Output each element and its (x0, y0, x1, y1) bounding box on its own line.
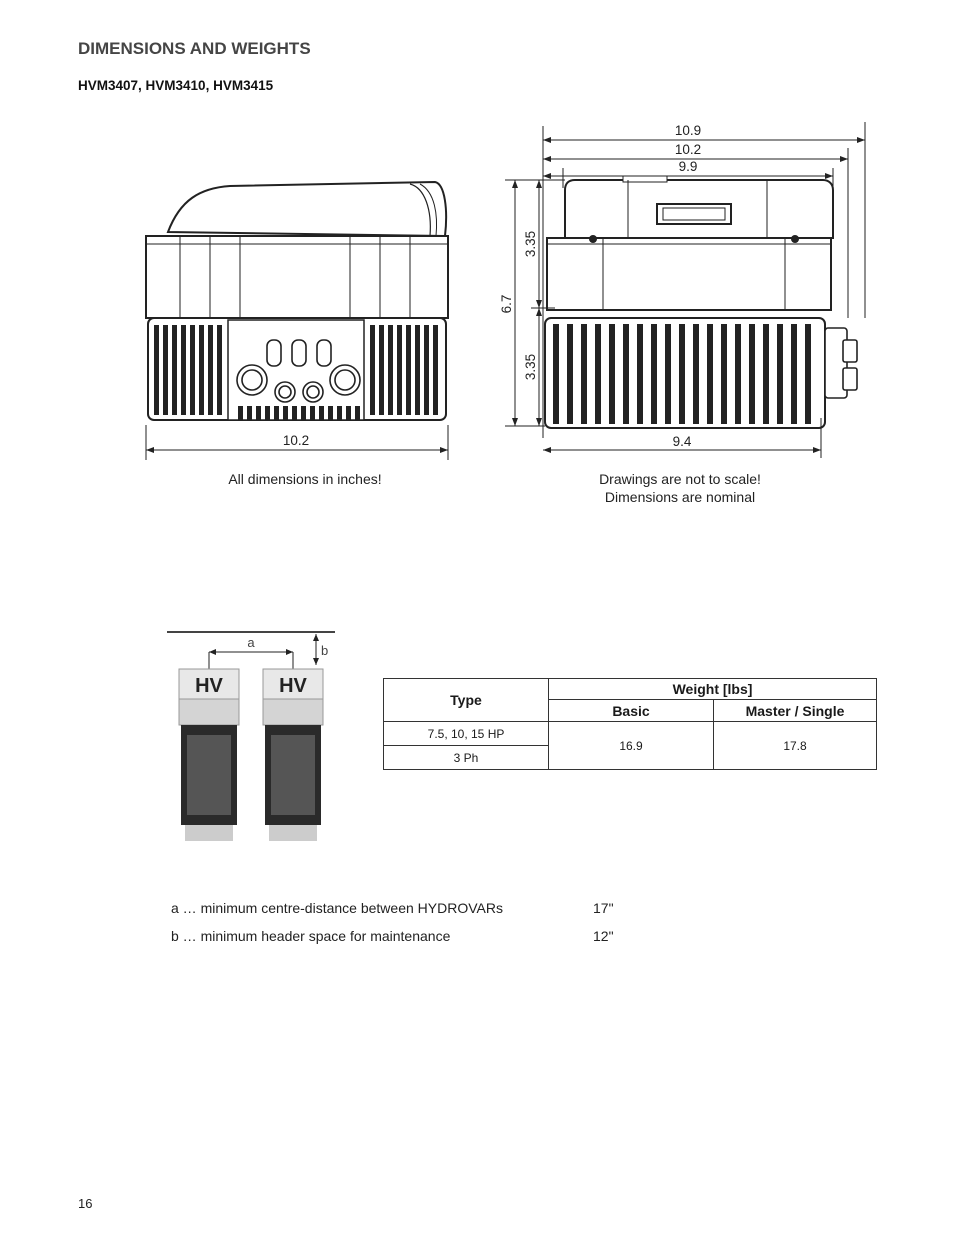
height-lower-label: 3.35 (523, 353, 538, 381)
basic-header: Basic (549, 700, 714, 722)
caption-scale: Drawings are not to scale! (599, 471, 761, 487)
side-width-bottom-label: 9.4 (672, 434, 692, 449)
row2-type-cell: 3 Ph (384, 746, 549, 770)
type-header: Type (384, 679, 549, 722)
legend-b-value: 12" (593, 928, 614, 944)
weight-table (383, 678, 877, 770)
legend-b-text: b … minimum header space for maintenance (171, 928, 451, 944)
legend-a-text: a … minimum centre-distance between HYDROVARs (171, 900, 503, 916)
side-view-drawing (495, 118, 870, 463)
model-subheading: HVM3407, HVM3410, HVM3415 (78, 78, 274, 93)
side-width-top-label: 9.9 (678, 159, 698, 174)
basic-weight-cell: 16.9 (549, 722, 714, 770)
hydrovar-unit-left (179, 669, 239, 841)
clearance-illustration (165, 625, 340, 850)
master-weight-cell: 17.8 (714, 722, 877, 770)
caption-units: All dimensions in inches! (228, 471, 382, 487)
weight-header: Weight [lbs] (549, 679, 877, 700)
front-view-drawing (140, 170, 460, 465)
side-width-mid-label: 10.2 (674, 142, 702, 157)
caption-nominal: Dimensions are nominal (604, 489, 756, 505)
legend-a-value: 17" (593, 900, 614, 916)
master-header: Master / Single (714, 700, 877, 722)
page-number: 16 (78, 1196, 93, 1211)
page-heading: DIMENSIONS AND WEIGHTS (78, 39, 311, 58)
clearance-b-label: b (321, 643, 329, 658)
clearance-a-label: a (247, 635, 255, 650)
side-width-outer-label: 10.9 (674, 123, 702, 138)
height-upper-label: 3.35 (523, 230, 538, 258)
hv-logo-left: HV (195, 675, 223, 697)
hv-logo-right: HV (279, 675, 307, 697)
hydrovar-unit-right (263, 669, 323, 841)
front-width-label: 10.2 (282, 433, 310, 448)
height-total-label: 6.7 (499, 294, 514, 314)
row1-type-cell: 7.5, 10, 15 HP (384, 722, 549, 746)
